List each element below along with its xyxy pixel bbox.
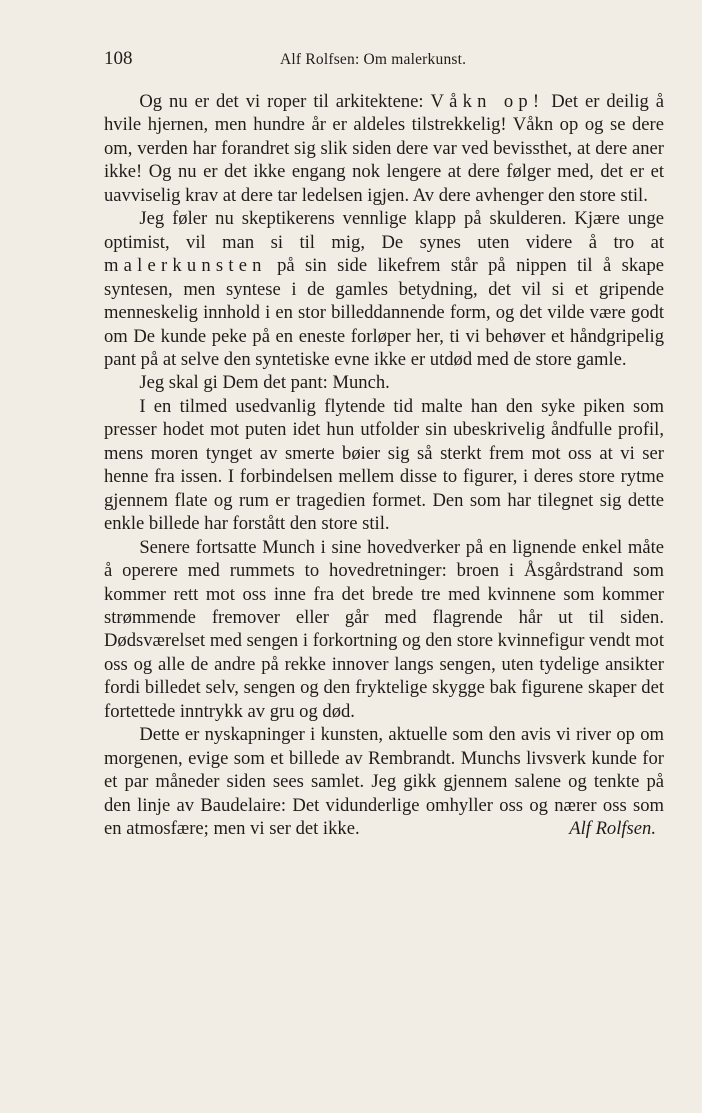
page-number: 108 — [104, 48, 133, 69]
paragraph-4: I en tilmed usedvanlig flytende tid malte han den syke piken som presser hodet mot puten idet hun utfolder sin ubeskrivelig åndfulle profil, mens moren tynget av smerte bøier sig så sterkt frem mot oss at vi ser henne fra issen. I forbindelsen mellem disse to figurer, i deres store rytme gjennem flate og rum er tragedien formet. Den som har tilegnet sig dette enkle billede har forstått den store stil. — [104, 395, 664, 535]
paragraph-2-spaced: malerkunsten — [104, 255, 267, 277]
paragraph-1-spaced: Våkn op! — [430, 91, 545, 112]
paragraph-1-before: Og nu er det vi roper til arkitektene: — [139, 91, 431, 112]
author-signature: Alf Rolfsen. — [569, 818, 656, 840]
paragraph-1 — [104, 90, 664, 207]
paragraph-2-before: Jeg føler nu skeptikerens vennlige klapp på skulderen. Kjære unge optimist, vil man si til mig, De synes uten videre å tro at — [104, 208, 664, 253]
paragraph-2 — [104, 207, 664, 371]
paragraph-6 — [104, 723, 664, 840]
paragraph-3: Jeg skal gi Dem det pant: Munch. — [139, 372, 390, 394]
body-text — [104, 90, 664, 841]
running-head — [104, 48, 664, 74]
paragraph-1-after: Det er deilig å hvile hjernen, men hundre år er aldeles tilstrekkelig! Våkn op og se dere om, verden har forandret sig slik siden dere var ved bevissthet, at dere aner ikke! Og nu er det ikke engang nok lengere at dere følger med, det er et uavviselig krav at dere tar ledelsen igjen. Av dere avhenger den store stil. — [104, 91, 665, 206]
paragraph-2-after: på sin side likefrem står på nippen til å skape syntesen, men syntese i de gamles betydning, det vil si et gripende menneskelig innhold i en stor billeddannende form, og det vilde være godt om De kunde peke på en eneste forløper her, ti vi behøver et håndgripelig pant på at selve den syntetiske evne ikke er utdød med de store gamle. — [104, 255, 664, 370]
paragraph-5: Senere fortsatte Munch i sine hovedverker på en lignende enkel måte å operere med rummets to hovedretninger: broen i Åsgårdstrand som kommer rett mot oss inne fra det brede tre med kvinnene som kommer strømmende fremover eller går med flagrende hår ut til siden. Dødsværelset med sengen i forkortning og den store kvinnefigur vendt mot oss og alle de andre på rekke innover langs sengen, uten tydelige ansikter fordi billedet selv, sengen og den fryktelige skygge bak figurene skaper det fortettede inntrykk av gru og død. — [104, 536, 664, 722]
page-content — [104, 48, 664, 841]
running-title: Alf Rolfsen: Om malerkunst. — [280, 51, 467, 68]
paragraph-6-text: Dette er nyskapninger i kunsten, aktuelle som den avis vi river op om morgenen, evige som et billede av Rembrandt. Munchs livsverk kunde for et par måneder siden sees samlet. Jeg gikk gjennem salene og tenkte på den linje av Baudelaire: Det vidunderlige omhyller oss og nærer oss som en atmosfære; men vi ser det ikke. — [104, 724, 664, 840]
